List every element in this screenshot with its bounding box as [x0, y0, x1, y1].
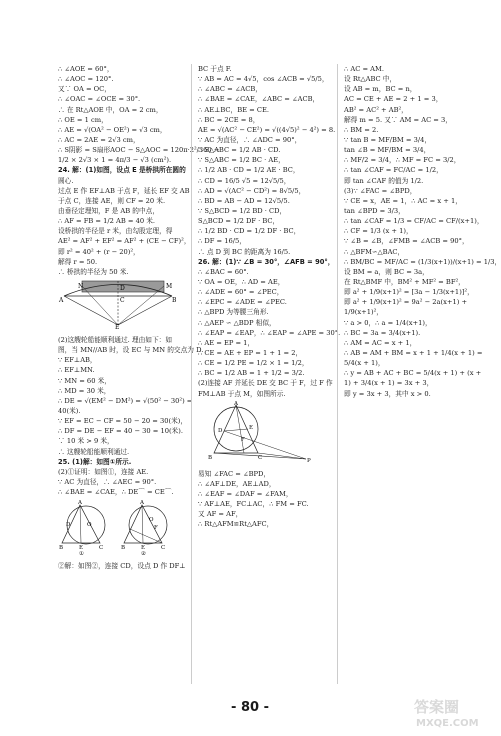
text-line: ∴ AE = EP = 1， [198, 338, 255, 347]
text-line: (2)连接 AF 并延长 DE 交 BC 于 F，过 F 作 [198, 379, 333, 388]
text-line: ∴ CE = AE + EP = 1 + 1 = 2， [198, 348, 303, 357]
text-line: 又∵ OA = OC， [58, 85, 111, 94]
fig-label: C [99, 545, 104, 552]
text-line: ∴ DF = DE − EF = 40 − 30 = 10(米). [58, 427, 183, 436]
text-line: ∵ AF⊥AE，FC⊥AC，∴ FM = FC. [198, 500, 309, 509]
text-line: 圆心. [58, 176, 74, 185]
text-line: ∴ DF = 16/5， [198, 237, 246, 246]
text-line: ∵ a > 0，∴ a = 1/4(x+1)， [344, 318, 432, 327]
text-line: ∴ AM = AC = x + 1， [344, 338, 417, 347]
text-line: tan ∠B = MF/BM = 3/4， [344, 146, 431, 155]
problem-24-heading: 24. 解：(1)如图，设点 E 是桥拱所在圆的 [58, 166, 186, 175]
text-line: ∵ AB = AC = 4√5，cos ∠ACB = √5/5， [198, 75, 329, 84]
fig-label: M [166, 282, 173, 290]
text-line: 即 r² = 40² + (r − 20)²， [58, 247, 140, 256]
watermark-logo [410, 692, 494, 732]
text-line: 1/2 × 2√3 × 1 = 4π/3 − √3 (cm²). [58, 156, 172, 165]
text-line: ∵ AC 为直径，∴ ∠AEC = 90°. [58, 477, 157, 486]
fig-label: A [234, 400, 238, 407]
fig-label: A [59, 296, 64, 304]
text-line: (2)这艘轮船能顺利通过. 理由如下：如 [58, 335, 173, 344]
text-line: ∴ S阴影 = S扇形AOC − S△AOC = 120π·2²/360 − [58, 146, 220, 155]
text-line: ∵ EF⊥AB， [58, 356, 97, 365]
fig-label: O [149, 517, 154, 524]
fig-label: D [120, 284, 125, 292]
text-line: 由垂径定理知，F 是 AB 的中点， [58, 206, 160, 215]
text-line: ∴ BC = 2CE = 8， [198, 115, 260, 124]
text-line: AC = CE + AE = 2 + 1 = 3， [344, 95, 443, 104]
text-line: ∴ Rt△AFM≌Rt△AFC， [198, 520, 274, 529]
text-line: ∴ ∠AF⊥DE，AE⊥AD， [198, 479, 276, 488]
text-line: ∴ MD = 30 米， [58, 386, 111, 395]
text-line: ∴ AC = 2AE = 2√3 cm， [58, 135, 140, 144]
text-line: ∴ BC = 1/2 AB = 1 + 1/2 = 3/2. [198, 369, 305, 378]
fig-label: C [161, 545, 166, 552]
figure-caption: ① [79, 551, 84, 558]
column-middle [198, 64, 341, 529]
text-line: ∴ 1/2 BD · CD = 1/2 DF · BC， [198, 227, 301, 236]
text-line: 即 a² + 1/9(x+1)² = [3a − 1/3(x+1)]²， [344, 288, 474, 297]
text-line: 易知 ∠FAC = ∠BPD， [198, 469, 271, 478]
column-divider [191, 64, 192, 684]
fig-label: E [115, 323, 120, 331]
text-line: ∴ BM/BC = MF/AC = (1/3(x+1))/(x+1) = 1/3， [344, 257, 501, 266]
text-line: ∴ ∠ABC = ∠ACB， [198, 85, 262, 94]
text-line: AB² = AC² + AB²， [344, 105, 408, 114]
figure-1 [59, 500, 105, 557]
text-line: 1) + 3/4(x + 1) = 3x + 3， [344, 379, 434, 388]
text-line: ∵ EF = EC − CF = 50 − 20 = 30(米)， [58, 417, 188, 426]
fig-label: O [87, 522, 92, 529]
column-divider [337, 64, 338, 684]
text-line: ∴ ∠ADE = 60° = ∠PEC， [198, 288, 284, 297]
fig-label: B [208, 454, 213, 461]
text-line: 于点 C，连接 AE，则 CF = 20 米. [58, 196, 166, 205]
text-line: 设 Rt△ABC 中， [344, 75, 397, 84]
fig-label: E [79, 545, 84, 552]
fig-label: N [78, 282, 84, 290]
fig-label: F [241, 436, 245, 443]
text-line: ∴ 桥拱的半径为 50 米. [58, 267, 129, 276]
fig-label: C [120, 296, 125, 304]
column-right [344, 64, 501, 399]
text-line: 即 y = 3x + 3，其中 x > 0. [344, 389, 431, 398]
text-line: ∴ MF/2 = 3/4，∴ MF = FC = 3/2， [344, 156, 461, 165]
page-number: - 80 - [231, 700, 269, 715]
text-line: (2)①证明：如图①，连接 AE. [58, 467, 149, 476]
fig-label: C [258, 454, 263, 461]
fig-label: B [121, 545, 126, 552]
text-line: ∴ AE = √(OA² − OE²) = √3 cm， [58, 125, 167, 134]
text-line: 5/4(x + 1)， [344, 359, 385, 368]
triangle-circle-figure [198, 401, 323, 463]
text-line: ∴ 在 Rt△AOE 中，OA = 2 cm， [58, 105, 163, 114]
fig-label: B [59, 545, 64, 552]
text-line: ∴ ∠BAC = 60°. [198, 267, 249, 276]
text-line: ∴ AD = √(AC² − CD²) = 8√5/5， [198, 186, 306, 195]
text-line: 1/9(x+1)²， [344, 308, 383, 317]
bridge-arch-figure [58, 279, 178, 329]
text-line: ∴ 点 D 到 BC 的距离为 16/5. [198, 247, 291, 256]
text-line: ∵ AC 为直径，∴ ∠ADC = 90°， [198, 135, 302, 144]
text-line: ∴ CD = 16/5 √5 = 12√5/5， [198, 176, 291, 185]
text-line: AE² = AF² + EF² = AF² + (CE − CF)²， [58, 237, 191, 246]
text-line: ∴ ∠AOE = 60°， [58, 65, 114, 73]
text-line: 设 BM = a，则 BC = 3a， [344, 267, 429, 276]
text-line: ∴ OE = 1 cm， [58, 115, 108, 124]
text-line: ∴ △BFM∽△BAC， [344, 247, 405, 256]
text-line: ∴ ∠AOC = 120°. [58, 75, 114, 84]
text-line: ∵ MN = 60 米， [58, 376, 111, 385]
text-line: ∴ BD = AB − AD = 12√5/5. [198, 196, 290, 205]
text-line: ∴ AB = AM + BM = x + 1 + 1/4(x + 1) = [344, 348, 483, 357]
text-line: BC 于点 F. [198, 65, 232, 73]
figure-caption: ② [141, 551, 146, 558]
text-line: 解得 r = 50. [58, 257, 98, 266]
text-line: ∴ 这艘轮船能顺利通过. [58, 447, 130, 456]
text-line: ∴ tan ∠CAF = FC/AC = 1/2， [344, 166, 443, 175]
fig-label: F [154, 525, 158, 532]
text-line: 又 AF = AF， [198, 510, 243, 519]
text-line: ∴ AF = FB = 1/2 AB = 40 米. [58, 217, 156, 226]
fig-label: D [66, 522, 71, 529]
text-line: ②解：如图②，连接 CD，设点 D 作 DF⊥ [58, 562, 186, 571]
text-line: ∴ ∠EAP = ∠EAP，∴ ∠EAP = ∠APE = 30°. [198, 328, 341, 337]
fig-label: A [78, 500, 82, 507]
svg-text:答案圈: 答案圈 [414, 698, 460, 716]
text-line: ∵ ∠B = ∠B，∠FMB = ∠ACB = 90°， [344, 237, 469, 246]
fig-label: B [172, 296, 177, 304]
text-line: 解得 m = 5. 又∵ AM = AC = 3， [344, 115, 452, 124]
figure-2 [121, 500, 167, 557]
fig-label: D [218, 427, 223, 434]
text-line: ∴ ∠BAE = ∠CAE，∠ABC = ∠ACB， [198, 95, 320, 104]
text-line: 在 Rt△BMF 中，BM² + MF² = BF²， [344, 277, 465, 286]
text-line: ∴ ∠EAF = ∠DAF = ∠FAM， [198, 489, 293, 498]
text-line: AE = √(AC² − CE²) = √((4√5)² − 4²) = 8. [198, 125, 336, 134]
text-line: ∴ CE = 1/2 PE = 1/2 × 1 = 1/2， [198, 359, 309, 368]
text-line: ∴ △BPD 为等腰三角形. [198, 308, 269, 317]
text-line: ∴ CF = 1/3 (x + 1)， [344, 227, 413, 236]
text-line: ∴ ∠BAE = ∠CAE，∴ DE⌒ = CE⌒. [58, 488, 174, 497]
problem-25-heading: 25. (1)解：如图①所示. [58, 457, 132, 466]
text-line: 即 a² + 1/9(x+1)² = 9a² − 2a(x+1) + [344, 298, 468, 307]
text-line: 图，当 MN//AB 时，设 EC 与 MN 的交点为 D. [58, 346, 204, 355]
text-line: FM⊥AB 于点 M，如图所示. [198, 389, 286, 398]
text-line: (3)∵ ∠FAC = ∠BPD， [344, 186, 417, 195]
text-line: ∴ y = AB + AC + BC = 5/4(x + 1) + (x + [344, 369, 482, 378]
text-line: ∵ S△BCD = 1/2 BD · CD， [198, 206, 287, 215]
text-line: ∵ CE = x，AE = 1，∴ AC = x + 1， [344, 196, 462, 205]
text-line: 设 AB = m，BC = n， [344, 85, 417, 94]
text-line: ∴ AE⊥BC，BE = CE. [198, 105, 269, 114]
text-line: ∴ EF⊥MN. [58, 366, 95, 375]
text-line: ∴ S△ABC = 1/2 AB · CD. [198, 146, 281, 155]
text-line: 40(米). [58, 406, 81, 415]
text-line: S△BCD = 1/2 DF · BC， [198, 217, 280, 226]
text-line: ∴ ∠OAC = ∠OCE = 30°. [58, 95, 141, 104]
text-line: tan ∠BPD = 3/3， [344, 206, 405, 215]
text-line: 即 tan ∠CAF 的值为 1/2. [344, 176, 424, 185]
fig-label: E [249, 424, 254, 431]
text-line: ∵ S△ABC = 1/2 BC · AE， [198, 156, 285, 165]
text-line: ∴ DE = √(EM² − DM²) = √(50² − 30²) = [58, 396, 193, 405]
fig-label: E [141, 545, 146, 552]
text-line: ∴ △AEP ∽ △BDP 相似， [198, 318, 276, 327]
text-line: ∵ tan B = MF/BM = 3/4， [344, 135, 432, 144]
problem-26-heading: 26. 解：(1)∵ ∠B = 30°，∠AFB = 90°， [198, 257, 335, 266]
fig-label: A [140, 500, 144, 507]
text-line: 设桥拱的半径是 r 米，由勾股定理，得 [58, 227, 173, 236]
text-line: 过点 E 作 EF⊥AB 于点 F，延长 EF 交 AB [58, 186, 190, 195]
text-line: ∵ 10 米 > 9 米， [58, 437, 114, 446]
text-line: ∵ OA = OE，∴ AD = AE， [198, 277, 285, 286]
text-line: ∴ AC = AM. [344, 65, 384, 73]
text-line: ∴ ∠EPC = ∠ADE = ∠PEC. [198, 298, 287, 307]
text-line: ∴ 1/2 AB · CD = 1/2 AE · BC， [198, 166, 300, 175]
text-line: ∴ BC = 3a = 3/4(x+1). [344, 328, 421, 337]
svg-text:MXQE.COM: MXQE.COM [416, 718, 479, 729]
fig-label: P [307, 457, 311, 464]
text-line: ∴ BM = 2. [344, 125, 379, 134]
circle-figures [58, 499, 178, 558]
text-line: ∴ tan ∠CAF = 1/3 = CF/AC = CF/(x+1)， [344, 217, 484, 226]
